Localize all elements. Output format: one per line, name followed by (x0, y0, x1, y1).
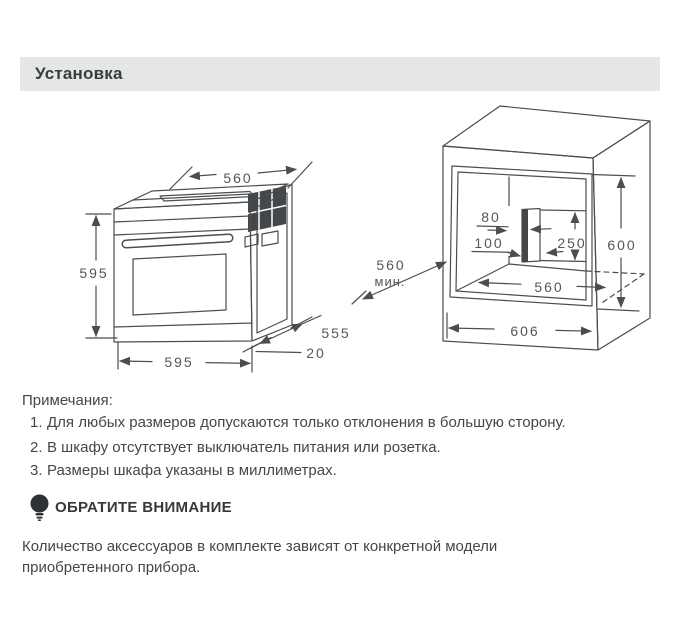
dim-cabinet-vent-height: 250 (557, 235, 587, 251)
note-text: Размеры шкафа указаны в миллиметрах. (47, 462, 337, 479)
note-number: 2. (30, 439, 43, 456)
oven-door-window (133, 254, 226, 315)
note-number: 1. (30, 414, 43, 431)
note-text: Для любых размеров допускаются только отклонения в большую сторону. (47, 414, 566, 431)
note-item-2 (30, 439, 441, 456)
dim-cabinet-min-depth-unit: мин. (374, 274, 406, 289)
oven-door-handle (126, 238, 229, 244)
cabinet-drawing (443, 106, 650, 350)
dim-oven-height: 595 (79, 265, 109, 281)
note-item-1 (30, 414, 566, 431)
oven-vent-grille-icon (248, 186, 286, 232)
dim-cabinet-vent-offset-top: 80 (481, 209, 501, 225)
notes-title: Примечания: (22, 392, 113, 409)
note-text: В шкафу отсутствует выключатель питания или розетка. (47, 439, 441, 456)
page-title: Установка (35, 64, 123, 83)
note-item-3 (30, 462, 337, 479)
dim-cabinet-width: 606 (510, 323, 540, 339)
dim-cabinet-min-depth: 560 (376, 257, 406, 273)
installation-diagrams (0, 95, 680, 395)
lightbulb-icon (30, 494, 50, 522)
dim-oven-width: 595 (164, 354, 194, 370)
dim-oven-depth: 555 (321, 325, 351, 341)
dim-cabinet-vent-offset-bottom: 100 (474, 235, 504, 251)
cabinet-vent-slot (522, 209, 540, 263)
dim-oven-top-depth: 560 (223, 170, 253, 186)
dim-cabinet-niche-height: 600 (607, 237, 637, 253)
attention-body: Количество аксессуаров в комплекте зависят от конкретной модели приобретенного прибора. (22, 538, 498, 576)
oven-drawing (114, 184, 292, 342)
note-number: 3. (30, 462, 43, 479)
dim-cabinet-niche-width: 560 (534, 279, 564, 295)
attention-title: ОБРАТИТЕ ВНИМАНИЕ (55, 499, 232, 516)
section-header (20, 57, 660, 91)
dim-oven-front-overhang: 20 (306, 345, 326, 361)
